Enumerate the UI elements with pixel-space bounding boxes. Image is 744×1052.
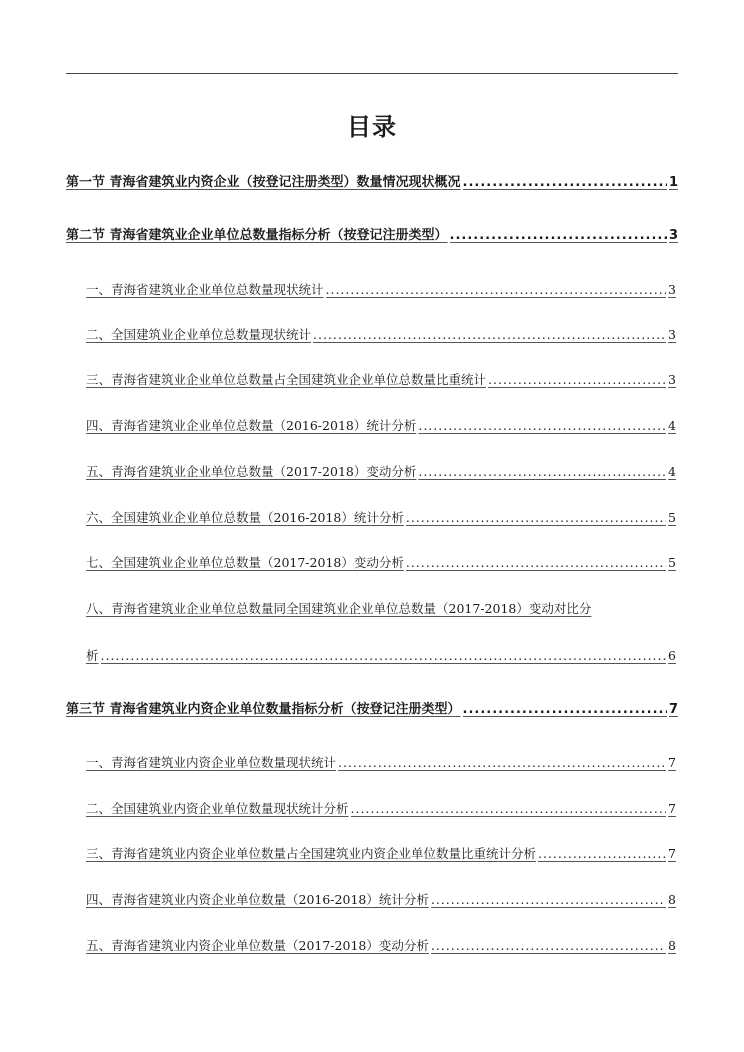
- toc-entry-text: 第三节 青海省建筑业内资企业单位数量指标分析（按登记注册类型）: [66, 702, 461, 717]
- toc-leader-dots: [450, 225, 667, 247]
- toc-entry-text: 三、青海省建筑业企业单位总数量占全国建筑业企业单位总数量比重统计: [86, 372, 487, 387]
- toc-entry-2-8-continued[interactable]: [86, 645, 676, 667]
- toc-entry-text: 一、青海省建筑业企业单位总数量现状统计: [86, 282, 324, 297]
- toc-entry-text: 四、青海省建筑业企业单位总数量（2016-2018）统计分析: [86, 418, 417, 433]
- toc-entry-text: 第二节 青海省建筑业企业单位总数量指标分析（按登记注册类型）: [66, 228, 448, 243]
- toc-leader-dots: [418, 461, 666, 483]
- toc-leader-dots: [538, 843, 666, 865]
- toc-leader-dots: [406, 552, 666, 574]
- toc-leader-dots: [101, 645, 667, 667]
- toc-leader-dots: [463, 699, 667, 721]
- toc-entry-text: 一、青海省建筑业内资企业单位数量现状统计: [86, 755, 337, 770]
- toc-page-number: 3: [668, 282, 676, 297]
- toc-page-number: 8: [668, 892, 676, 907]
- toc-leader-dots: [463, 172, 667, 194]
- header-rule: [66, 73, 678, 74]
- toc-entry-2-3[interactable]: [86, 369, 676, 391]
- toc-page-number: 7: [668, 755, 676, 770]
- toc-entry-text: 五、青海省建筑业内资企业单位数量（2017-2018）变动分析: [86, 938, 429, 953]
- toc-entry-2-7[interactable]: [86, 552, 676, 574]
- toc-entry-2-5[interactable]: [86, 461, 676, 483]
- toc-entry-3-4[interactable]: [86, 889, 676, 911]
- toc-entry-text: 六、全国建筑业企业单位总数量（2016-2018）统计分析: [86, 510, 404, 525]
- toc-entry-3-2[interactable]: [86, 798, 676, 820]
- toc-page-number: 3: [668, 372, 676, 387]
- toc-entry-text: 四、青海省建筑业内资企业单位数量（2016-2018）统计分析: [86, 892, 429, 907]
- toc-leader-dots: [431, 935, 666, 957]
- toc-page-number: 8: [668, 938, 676, 953]
- toc-page-number: 3: [668, 327, 676, 342]
- toc-entry-2-8[interactable]: [86, 598, 676, 620]
- toc-page-number: 4: [668, 418, 676, 433]
- toc-page-number: 4: [668, 464, 676, 479]
- toc-page-number: 1: [668, 175, 678, 190]
- toc-entry-section-3[interactable]: [66, 699, 678, 721]
- toc-entry-text: 五、青海省建筑业企业单位总数量（2017-2018）变动分析: [86, 464, 417, 479]
- toc-page-number: 7: [668, 702, 678, 717]
- toc-entry-text-continued: 析: [86, 648, 99, 663]
- toc-entry-3-1[interactable]: [86, 752, 676, 774]
- toc-page-number: 7: [668, 846, 676, 861]
- toc-leader-dots: [338, 752, 666, 774]
- toc-leader-dots: [406, 507, 666, 529]
- toc-page-number: 5: [668, 510, 676, 525]
- toc-entry-2-4[interactable]: [86, 415, 676, 437]
- toc-page-number: 5: [668, 555, 676, 570]
- toc-entry-3-5[interactable]: [86, 935, 676, 957]
- toc-entry-section-2[interactable]: [66, 225, 678, 247]
- toc-entry-text: 二、全国建筑业企业单位总数量现状统计: [86, 327, 312, 342]
- toc-page-number: 3: [668, 228, 678, 243]
- toc-page-number: 6: [668, 648, 676, 663]
- toc-entry-2-1[interactable]: [86, 279, 676, 301]
- page-title: 目录: [347, 113, 397, 141]
- toc-entry-3-3[interactable]: [86, 843, 676, 865]
- toc-entry-text: 七、全国建筑业企业单位总数量（2017-2018）变动分析: [86, 555, 404, 570]
- toc-entry-2-2[interactable]: [86, 324, 676, 346]
- toc-leader-dots: [418, 415, 666, 437]
- toc-leader-dots: [488, 369, 666, 391]
- toc-entry-text: 二、全国建筑业内资企业单位数量现状统计分析: [86, 801, 349, 816]
- toc-leader-dots: [431, 889, 666, 911]
- toc-leader-dots: [351, 798, 667, 820]
- toc-entry-text: 第一节 青海省建筑业内资企业（按登记注册类型）数量情况现状概况: [66, 175, 461, 190]
- toc-leader-dots: [326, 279, 667, 301]
- toc-leader-dots: [313, 324, 666, 346]
- toc-entry-text: 八、青海省建筑业企业单位总数量同全国建筑业企业单位总数量（2017-2018）变动对比分: [86, 601, 592, 616]
- toc-page-number: 7: [668, 801, 676, 816]
- toc-entry-section-1[interactable]: [66, 172, 678, 194]
- toc-entry-text: 三、青海省建筑业内资企业单位数量占全国建筑业内资企业单位数量比重统计分析: [86, 846, 537, 861]
- toc-entry-2-6[interactable]: [86, 507, 676, 529]
